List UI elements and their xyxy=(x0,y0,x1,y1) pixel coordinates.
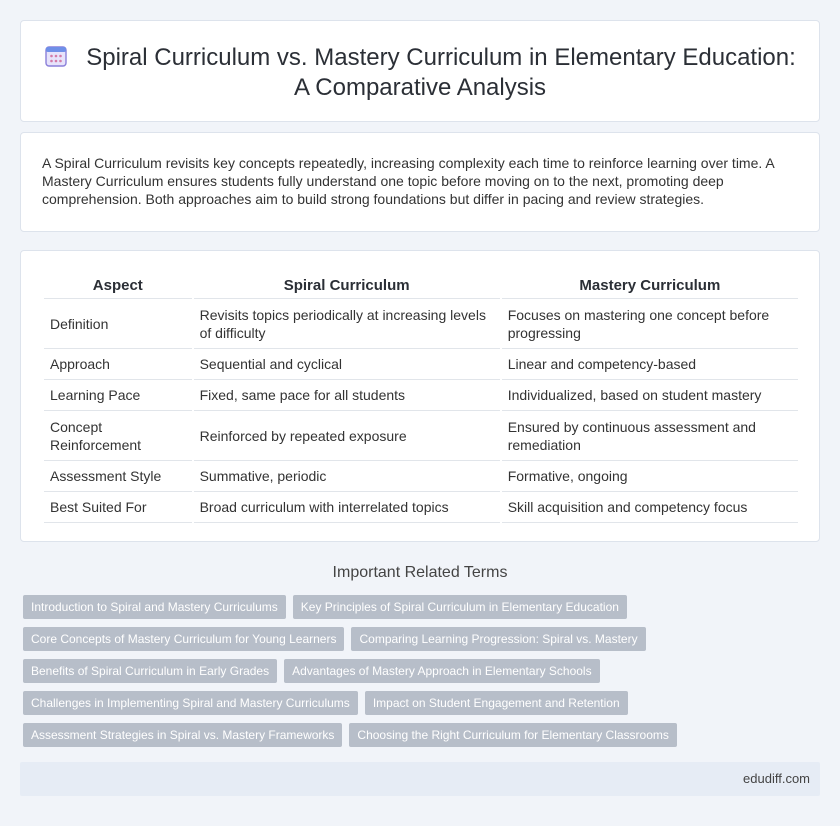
table-row xyxy=(44,411,798,461)
header-aspect: Aspect xyxy=(44,273,192,299)
calendar-icon xyxy=(44,44,68,68)
row-spiral: Revisits topics periodically at increasing levels of difficulty xyxy=(194,299,500,349)
row-spiral: Reinforced by repeated exposure xyxy=(194,411,500,461)
table-row xyxy=(44,299,798,349)
related-term-tag[interactable]: Key Principles of Spiral Curriculum in Elementary Education xyxy=(293,595,627,619)
related-term-tag[interactable]: Benefits of Spiral Curriculum in Early Grades xyxy=(23,659,277,683)
related-term-tag[interactable]: Choosing the Right Curriculum for Elementary Classrooms xyxy=(349,723,676,747)
related-term-tag[interactable]: Advantages of Mastery Approach in Elementary Schools xyxy=(284,659,600,683)
table-header-row xyxy=(44,273,798,299)
page-title xyxy=(21,43,819,103)
row-aspect: Assessment Style xyxy=(44,461,192,492)
related-term-tag[interactable]: Assessment Strategies in Spiral vs. Mastery Frameworks xyxy=(23,723,342,747)
header-mastery: Mastery Curriculum xyxy=(502,273,798,299)
footer xyxy=(20,762,820,796)
table-row xyxy=(44,461,798,492)
table-row xyxy=(44,492,798,523)
row-aspect: Concept Reinforcement xyxy=(44,411,192,461)
title-line-2: A Comparative Analysis xyxy=(293,74,547,101)
intro-card xyxy=(20,132,820,232)
comparison-card xyxy=(20,250,820,542)
row-spiral: Summative, periodic xyxy=(194,461,500,492)
row-aspect: Definition xyxy=(44,299,192,349)
row-spiral: Sequential and cyclical xyxy=(194,349,500,380)
row-mastery: Linear and competency-based xyxy=(502,349,798,380)
comparison-table xyxy=(42,273,800,523)
row-mastery: Focuses on mastering one concept before progressing xyxy=(502,299,798,349)
related-term-tag[interactable]: Introduction to Spiral and Mastery Curriculums xyxy=(23,595,286,619)
row-aspect: Learning Pace xyxy=(44,380,192,411)
intro-paragraph: A Spiral Curriculum revisits key concepts repeatedly, increasing complexity each time to reinforce learning over time. A Mastery Curriculum ensures students fully understand one topic before moving on to the next, promoting deep comprehension. Both approaches aim to build strong foundations but differ in pacing and review strategies. xyxy=(42,155,774,207)
row-spiral: Broad curriculum with interrelated topics xyxy=(194,492,500,523)
related-terms-list xyxy=(23,595,813,755)
title-card xyxy=(20,20,820,122)
related-term-tag[interactable]: Comparing Learning Progression: Spiral vs. Mastery xyxy=(351,627,645,651)
related-term-tag[interactable]: Challenges in Implementing Spiral and Mastery Curriculums xyxy=(23,691,358,715)
row-mastery: Skill acquisition and competency focus xyxy=(502,492,798,523)
table-row xyxy=(44,380,798,411)
row-spiral: Fixed, same pace for all students xyxy=(194,380,500,411)
row-mastery: Formative, ongoing xyxy=(502,461,798,492)
title-line-1: Spiral Curriculum vs. Mastery Curriculum in Elementary Education: xyxy=(86,44,796,71)
row-aspect: Approach xyxy=(44,349,192,380)
row-aspect: Best Suited For xyxy=(44,492,192,523)
related-terms-title: Important Related Terms xyxy=(332,564,508,581)
footer-site-link[interactable]: edudiff.com xyxy=(743,771,810,786)
row-mastery: Ensured by continuous assessment and remediation xyxy=(502,411,798,461)
table-row xyxy=(44,349,798,380)
header-spiral: Spiral Curriculum xyxy=(194,273,500,299)
row-mastery: Individualized, based on student mastery xyxy=(502,380,798,411)
related-term-tag[interactable]: Core Concepts of Mastery Curriculum for Young Learners xyxy=(23,627,344,651)
related-term-tag[interactable]: Impact on Student Engagement and Retention xyxy=(365,691,628,715)
